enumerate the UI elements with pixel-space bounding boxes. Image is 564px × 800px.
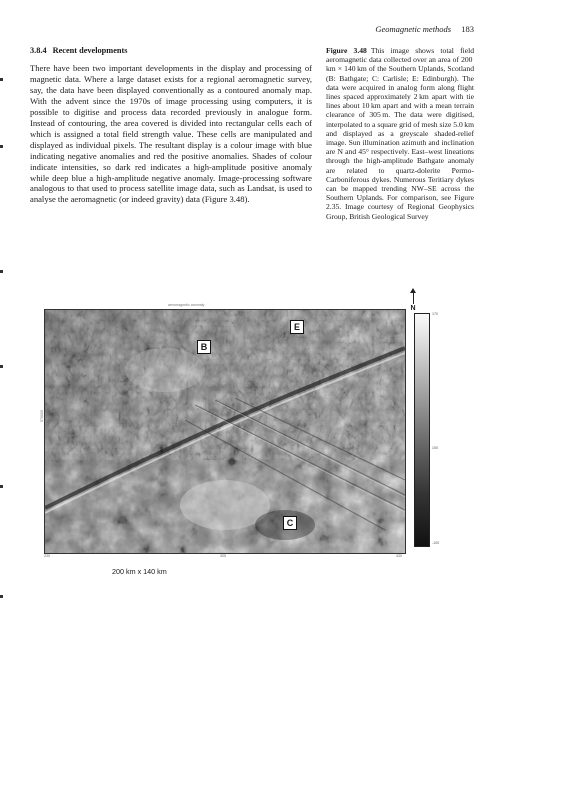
running-header <box>375 24 474 34</box>
greyscale-colorbar <box>414 313 430 547</box>
figure-label: Figure 3.48 <box>326 46 367 55</box>
x-tick-mid: 305 <box>220 554 226 558</box>
running-title: Geomagnetic methods <box>375 24 452 34</box>
section-heading <box>30 46 312 55</box>
margin-mark <box>0 485 3 488</box>
margin-mark <box>0 595 3 598</box>
colorbar-bottom-label: -100 <box>432 541 440 545</box>
marker-carlisle: C <box>283 516 297 530</box>
x-tick-right: 430 <box>396 554 402 558</box>
page-number: 183 <box>461 24 474 34</box>
colorbar-top-label: 170 <box>432 312 438 316</box>
caption-text: This image shows total field aeromagnetic data collected over an area of 200 km × 140 km of the Southern Uplands, Scotland (B: Bathgate; C: Carlisle; E: Edinburgh). The data were acquired in analog form along flight lines spaced approximately 2 km apart with tie lines about 10 km apart and with a mean terrain clearance of 305 m. The data were digitised, interpolated to a square grid of mesh size 5.0 km and displayed as a greyscale shaded-relief image. Sun illumination azimuth and inclination are N and 45° respectively. East–west lineations through the high-amplitude Bathgate anomaly are related to quartz-dolerite Permo-Carboniferous dykes. Numerous Teritiary dykes can be mapped trending NW–SE across the Southern Uplands. For comparison, see Figure 2.35. Image courtesy of Regional Geophysics Group, British Geological Survey <box>326 46 474 221</box>
marker-edinburgh: E <box>290 320 304 334</box>
shaded-relief-image <box>45 310 405 553</box>
north-label: N <box>410 305 416 312</box>
x-tick-left: 230 <box>44 554 50 558</box>
north-arrow <box>406 288 420 312</box>
scale-label: 200 km x 140 km <box>112 567 167 576</box>
margin-mark <box>0 270 3 273</box>
margin-mark <box>0 145 3 148</box>
section-body: There have been two important developments in the display and processing of magnetic data. Where a large dataset exists for a regional aeromagnetic survey, say, the data have been displayed conventionally as a contoured anomaly map. With the advent since the 1970s of image processing using computers, it is possible to digitise and process data recorded previously in analogue form. Instead of contouring, the area covered is divided into rectangular cells each of which is assigned a total field strength value. These cells are manipulated and displayed as individual pixels. The resultant display is a colour image with blue indicating negative anomalies and red the positive anomalies. Shades of colour indicate intensities, so dark red indicates a high-amplitude positive anomaly while deep blue a high-amplitude negative anomaly. Image-processing software analogous to that used to process satellite image data, such as Landsat, is used to analyse the aeromagnetic (or indeed gravity) data (Figure 3.48). <box>30 63 312 205</box>
figure-caption <box>326 46 474 221</box>
colorbar-mid-label: 100 <box>432 446 438 450</box>
marker-bathgate: B <box>197 340 211 354</box>
main-text-column <box>30 46 312 205</box>
margin-mark <box>0 365 3 368</box>
figure-3-48 <box>30 296 460 576</box>
caption-column <box>326 46 474 221</box>
aeromagnetic-image <box>44 309 406 554</box>
margin-mark <box>0 78 3 81</box>
section-number: 3.8.4 <box>30 46 47 55</box>
map-side-tick: 570000 <box>40 410 44 422</box>
map-title-strip: aeromagnetic anomaly <box>168 303 205 307</box>
section-title: Recent developments <box>52 46 128 55</box>
